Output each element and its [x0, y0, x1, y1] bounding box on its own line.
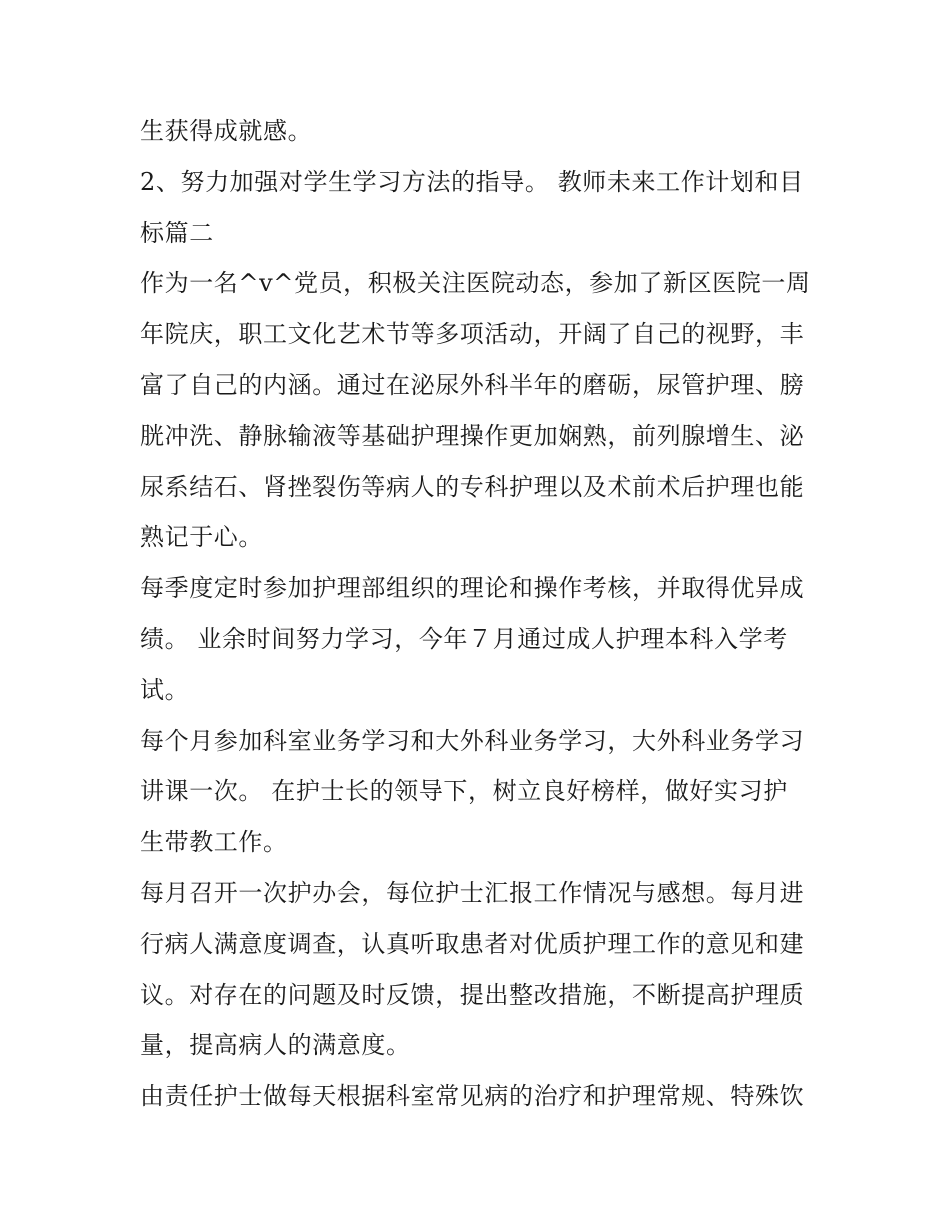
text-line: 尿系结石、肾挫裂伤等病人的专科护理以及术前术后护理也能: [140, 472, 805, 501]
text-line: 生获得成就感。: [140, 117, 313, 145]
text-line: 标篇二: [140, 218, 214, 247]
text-line: 富了自己的内涵。通过在泌尿外科半年的磨砺，尿管护理、膀: [140, 370, 805, 399]
text-line: 行病人满意度调查，认真听取患者对优质护理工作的意见和建: [140, 929, 805, 958]
text-line: 绩。 业余时间努力学习，今年７月通过成人护理本科入学考: [140, 624, 788, 653]
text-line: 由责任护士做每天根据科室常见病的治疗和护理常规、特殊饮: [140, 1082, 805, 1111]
text-line: 年院庆，职工文化艺术节等多项活动，开阔了自己的视野，丰: [140, 320, 805, 349]
text-line: 试。: [140, 675, 190, 704]
text-line: 2、努力加强对学生学习方法的指导。 教师未来工作计划和目: [140, 167, 804, 196]
text-line: 胱冲洗、静脉输液等基础护理操作更加娴熟，前列腺增生、泌: [140, 421, 805, 450]
text-line: 每季度定时参加护理部组织的理论和操作考核，并取得优异成: [140, 574, 805, 603]
text-line: 熟记于心。: [140, 523, 263, 552]
document-body: [140, 106, 820, 1122]
text-line: 量，提高病人的满意度。: [140, 1031, 411, 1060]
text-line: 每月召开一次护办会，每位护士汇报工作情况与感想。每月进: [140, 878, 805, 907]
text-line: 生带教工作。: [140, 828, 288, 857]
text-line: 议。对存在的问题及时反馈，提出整改措施，不断提高护理质: [140, 980, 805, 1009]
text-line: 讲课一次。 在护士长的领导下，树立良好榜样，做好实习护: [140, 777, 788, 806]
text-line: 作为一名^v^党员，积极关注医院动态，参加了新区医院一周: [140, 269, 811, 298]
text-line: 每个月参加科室业务学习和大外科业务学习，大外科业务学习: [140, 726, 805, 755]
